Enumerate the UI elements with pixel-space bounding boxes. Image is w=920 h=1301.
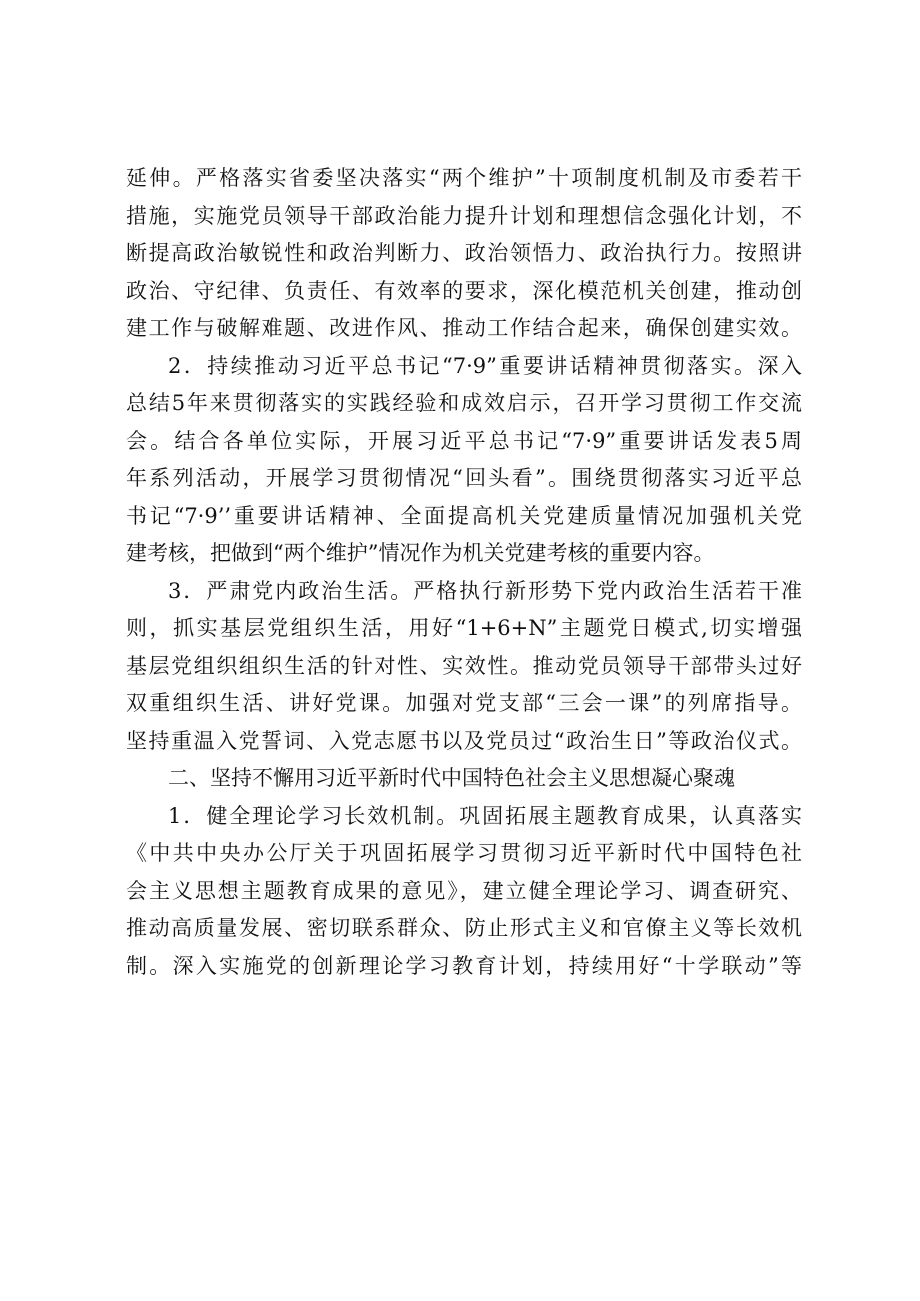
paragraph-line: 推动高质量发展、密切联系群众、防止形式主义和官僚主义等长效机 [126,916,802,940]
paragraph-line: 断提高政治敏锐性和政治判断力、政治领悟力、政治执行力。按照讲 [126,241,802,265]
paragraph-line: 制。深入实施党的创新理论学习教育计划，持续用好“十学联动”等 [126,953,802,978]
paragraph-line: 则，抓实基层党组织生活，用好“1+6+N”主题党日模式,切实增强 [126,616,802,640]
paragraph-line: 《中共中央办公厅关于巩固拓展学习贯彻习近平新时代中国特色社 [126,841,802,865]
paragraph-line: 年系列活动，开展学习贯彻情况“回头看”。围绕贯彻落实习近平总 [126,466,802,490]
paragraph-line: 2．持续推动习近平总书记“7·9”重要讲话精神贯彻落实。深入 [168,353,802,378]
paragraph-line: 基层党组织组织生活的针对性、实效性。推动党员领导干部带头过好 [126,653,802,678]
paragraph-line: 建工作与破解难题、改进作风、推动工作结合起来，确保创建实效。 [126,316,802,340]
paragraph-line: 书记“7·9’’重要讲话精神、全面提高机关党建质量情况加强机关党 [126,503,802,528]
paragraph-line: 会。结合各单位实际，开展习近平总书记“7·9”重要讲话发表5周 [126,428,802,453]
section-heading: 二、坚持不懈用习近平新时代中国特色社会主义思想凝心聚魂 [168,766,735,790]
document-body [126,160,802,985]
paragraph-line: 双重组织生活、讲好党课。加强对党支部“三会一课”的列席指导。 [126,691,802,715]
paragraph-line: 措施，实施党员领导干部政治能力提升计划和理想信念强化计划，不 [126,203,802,228]
paragraph-line: 延伸。严格落实省委坚决落实“两个维护”十项制度机制及市委若干 [126,166,802,190]
paragraph-line: 1．健全理论学习长效机制。巩固拓展主题教育成果，认真落实 [168,803,802,828]
paragraph-line: 坚持重温入党誓词、入党志愿书以及党员过“政治生日”等政治仪式。 [126,728,802,753]
paragraph-line: 政治、守纪律、负责任、有效率的要求，深化模范机关创建，推动创 [126,278,802,303]
paragraph-line: 总结5年来贯彻落实的实践经验和成效启示，召开学习贯彻工作交流 [126,391,802,415]
paragraph-line: 建考核，把做到“两个维护”情况作为机关党建考核的重要内容。 [126,541,715,565]
paragraph-line: 会主义思想主题教育成果的意见》，建立健全理论学习、调查研究、 [126,878,802,903]
paragraph-line: 3．严肃党内政治生活。严格执行新形势下党内政治生活若干准 [168,578,802,603]
